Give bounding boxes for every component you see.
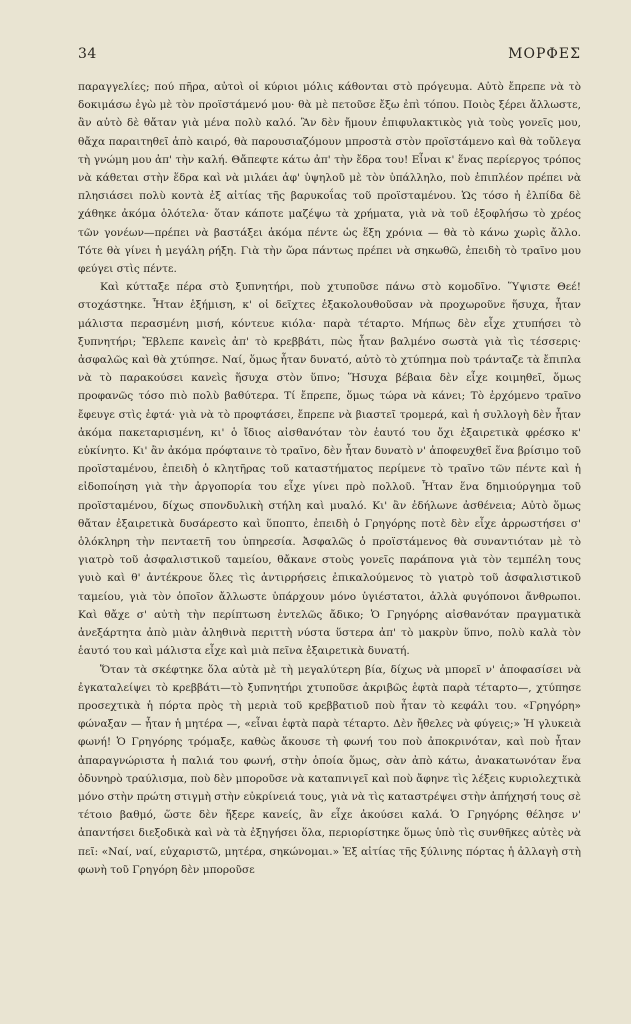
page-header	[78, 46, 581, 64]
page-number: 34	[78, 46, 97, 62]
paragraph-2: Καὶ κύτταξε πέρα στὸ ξυπνητήρι, ποὺ χτυποῦσε πάνω στὸ κομοδῖνο. Ὕψιστε Θεέ! στοχάστηκε. Ἦταν ἑξήμιση, κ' οἱ δεῖχτες ἐξακολουθοῦσαν νὰ προχωροῦνε ἥσυχα, ἦταν μάλιστα περασμένη μισή, κόντευε κιόλα· παρὰ τέταρτο. Μήπως δὲν εἶχε χτυπήσει τὸ ξυπνητήρι; Ἔβλεπε κανεὶς ἀπ' τὸ κρεββάτι, πὼς ἦταν βαλμένο σωστὰ γιὰ τὶς τέσσερις· ἀσφαλῶς καὶ θὰ χτύπησε. Ναί, ὅμως ἦταν δυνατό, αὐτὸ τὸ χτύπημα ποὺ τράνταζε τὰ ἔπιπλα νὰ τὸ παρακούσει κανεὶς ἥσυχα στὸν ὕπνο; Ἥσυχα βέβαια δὲν εἶχε κοιμηθεῖ, ὅμως προφανῶς τόσο πιὸ πολὺ βαθύτερα. Τί ἔπρεπε, ὅμως τώρα νὰ κάνει; Τὸ ἐρχόμενο τραῖνο ἔφευγε στὶς ἑφτά· γιὰ νὰ τὸ προφτάσει, ἔπρεπε νὰ βιαστεῖ τρομερά, καὶ ἡ συλλογὴ δὲν ἦταν ἀκόμα πακεταρισμένη, κι' ὁ ἴδιος αἰσθανόταν τὸν ἑαυτό του ὄχι ἐξαιρετικὰ φρέσκο κ' εὐκίνητο. Κι' ἂν ἀκόμα πρόφταινε τὸ τραῖνο, δὲν ἦταν δυνατὸ ν' ἀποφευχθεῖ ἕνα βρίσιμο τοῦ προϊσταμένου, ἐπειδὴ ὁ κλητῆρας τοῦ καταστήματος περίμενε τὸ τραῖνο τῶν πέντε καὶ ἡ εἰδοποίηση γιὰ τὴν ἀργοπορία του εἶχε γίνει πρὸ πολλοῦ. Ἦταν ἕνα δημιούργημα τοῦ προϊσταμένου, δίχως σπονδυλικὴ στήλη καὶ μυαλό. Κι' ἂν ἐδήλωνε ἀσθένεια; Αὐτὸ ὅμως θἄταν ἐξαιρετικὰ δυσάρεστο καὶ ὕποπτο, ἐπειδὴ ὁ Γρηγόρης ποτὲ δὲν εἶχε ἀρρωστήσει σ' ὁλόκληρη τὴν πενταετῆ του ὑπηρεσία. Ἀσφαλῶς ὁ προϊστάμενος θὰ συναντιόταν μὲ τὸ γιατρὸ τοῦ ἀσφαλιστικοῦ ταμείου, θἄκανε στοὺς γονεῖς παράπονα γιὰ τὸν τεμπέλη τους γυιὸ καὶ θ' ἀντέκρουε ὅλες τὶς ἀντιρρήσεις ἐπικαλούμενος τὸ γιατρὸ τοῦ ἀσφαλιστικοῦ ταμείου, γιὰ τὸν ὁποῖον ἄλλωστε ὑπάρχουν μόνο ὑγιέστατοι, ἀλλὰ φυγόπονοι ἄνθρωποι. Καὶ θἄχε σ' αὐτὴ τὴν περίπτωση ἐντελῶς ἄδικο; Ὁ Γρηγόρης αἰσθανόταν πραγματικὰ ἀνεξάρτητα ἀπὸ μιὰν ἀληθινὰ περιττὴ νύστα ὕστερα ἀπ' τὸ μακρὺν ὕπνο, πολὺ καλὰ τὸν ἑαυτό του καὶ μάλιστα εἶχε καὶ μιὰ πεῖνα ἐξαιρετικὰ δυνατή.	[78, 281, 581, 658]
paragraph-1: παραγγελίες; πού πῆρα, αὐτοὶ οἱ κύριοι μόλις κάθονται στὸ πρόγευμα. Αὐτὸ ἔπρεπε νὰ τὸ δοκιμάσω ἐγὼ μὲ τὸν προϊστάμενό μου· θὰ μὲ πετοῦσε ἔξω ἐπὶ τόπου. Ποιὸς ξέρει ἄλλωστε, ἂν αὐτὸ δὲ θἄταν γιὰ μένα πολὺ καλό. Ἂν δὲν ἤμουν ἐπιφυλακτικὸς γιὰ τοὺς γονεῖς μου, θἄχα παραιτηθεῖ ἀπὸ καιρό, θὰ παρουσιαζόμουν μπροστὰ στὸν προϊστάμενο καὶ θὰ τοὔλεγα τὴ γνώμη μου ἀπ' τὴν καλή. Θἄπεφτε κάτω ἀπ' τὴν ἔδρα του! Εἶναι κ' ἕνας περίεργος τρόπος νὰ κάθεται στὴν ἕδρα καὶ νὰ μιλάει ἀφ' ὑψηλοῦ μὲ τὸν ὑπάλληλο, ποὺ ἐπιπλέον πρέπει νὰ πλησιάσει πολὺ κοντὰ ἐξ αἰτίας τῆς βαρυκοΐας τοῦ προϊσταμένου. Ὡς τόσο ἡ ἐλπίδα δὲ χάθηκε ἀκόμα ὁλότελα· ὅταν κάποτε μαζέψω τὰ χρήματα, γιὰ νὰ τοῦ ἐξοφλήσω τὸ χρέος τῶν γονέων—πρέπει νὰ βαστάξει ἀκόμα πέντε ὡς ἕξη χρόνια — θὰ τὸ κάνω χωρὶς ἄλλο. Τότε θὰ γίνει ἡ μεγάλη ρήξη. Γιὰ τὴν ὥρα πάντως πρέπει νὰ σηκωθῶ, ἐπειδὴ τὸ τραῖνο μου φεύγει στὶς πέντε.	[78, 81, 581, 276]
body-text	[78, 78, 581, 879]
paragraph-3: Ὅταν τὰ σκέφτηκε ὅλα αὐτὰ μὲ τὴ μεγαλύτερη βία, δίχως νὰ μπορεῖ ν' ἀποφασίσει νὰ ἐγκαταλείψει τὸ κρεββάτι—τὸ ξυπνητήρι χτυποῦσε ἀκριβῶς ἑφτὰ παρὰ τέταρτο—, χτύπησε προσεχτικὰ ἡ πόρτα πρὸς τὴ μεριὰ τοῦ κρεββατιοῦ ποὺ ἦταν τὸ κεφάλι του. «Γρηγόρη» φώναξαν — ἦταν ἡ μητέρα —, «εἶναι ἑφτὰ παρὰ τέταρτο. Δὲν ἤθελες νὰ φύγεις;» Ἡ γλυκειὰ φωνή! Ὁ Γρηγόρης τρόμαξε, καθὼς ἄκουσε τὴ φωνή του ποὺ ἀποκρινόταν, καὶ ποὺ ἦταν ἀπαραγνώριστα ἡ παλιά του φωνή, στὴν ὁποία ὅμως, σὰν ἀπὸ κάτω, ἀνακατωνόταν ἕνα ὀδυνηρὸ τραύλισμα, ποὺ δὲν μποροῦσε νὰ καταπνιγεῖ καὶ ποὺ ἄφηνε τὶς λέξεις κυριολεχτικὰ μόνο στὴν πρώτη στιγμὴ στὴν εὐκρίνειά τους, γιὰ νὰ τὶς καταστρέψει στὴν ἀπήχησή τους σὲ τέτοιο βαθμό, ὥστε δὲν ἤξερε κανείς, ἂν εἶχε ἀκούσει καλά. Ὁ Γρηγόρης θέλησε ν' ἀπαντήσει διεξοδικὰ καὶ νὰ τὰ ἐξηγήσει ὅλα, περιορίστηκε ὅμως ὑπὸ τὶς συνθῆκες αὐτὲς νὰ πεῖ: «Ναί, ναί, εὐχαριστῶ, μητέρα, σηκώνομαι.» Ἐξ αἰτίας τῆς ξύλινης πόρτας ἡ ἀλλαγὴ στὴ φωνὴ τοῦ Γρηγόρη δὲν μποροῦσε	[78, 663, 581, 876]
running-head: ΜΟΡΦΕΣ	[508, 46, 581, 62]
